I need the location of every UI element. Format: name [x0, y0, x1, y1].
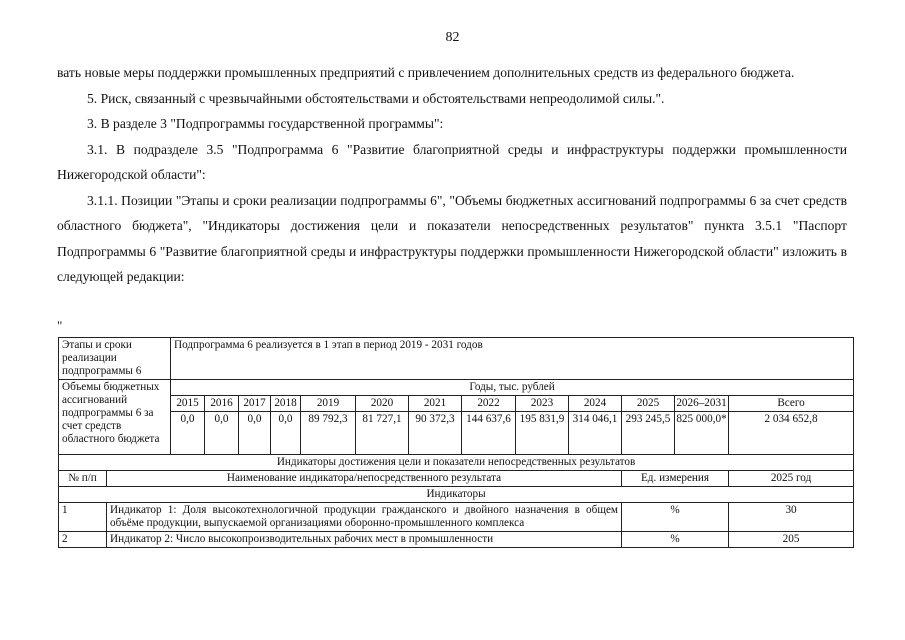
value-cell: 825 000,0* — [675, 412, 729, 455]
year-cell: 2018 — [271, 396, 301, 412]
year-cell: 2016 — [205, 396, 239, 412]
years-header: Годы, тыс. рублей — [171, 380, 854, 396]
table-row — [59, 532, 854, 548]
budget-label: Объемы бюджетных ассигнований подпрограммы 6 за счет средств областного бюджета — [59, 380, 171, 455]
value-cell: 0,0 — [171, 412, 205, 455]
paragraph: 3.1. В подразделе 3.5 "Подпрограмма 6 "Развитие благоприятной среды и инфраструктуры поддержки промышленности Нижегородской области": — [57, 141, 847, 182]
year-cell: 2022 — [462, 396, 516, 412]
value-cell: 89 792,3 — [301, 412, 356, 455]
row-num: 2 — [59, 532, 107, 548]
paragraph: 3. В разделе 3 "Подпрограммы государственной программы": — [87, 116, 444, 131]
row-name: Индикатор 1: Доля высокотехнологичной продукции гражданского и двойного назначения в общем объёме продукции, выпускаемой организациями оборонно-промышленного комплекса — [107, 503, 622, 532]
value-cell: 0,0 — [205, 412, 239, 455]
year-cell: 2023 — [516, 396, 569, 412]
indicators-subtitle-row — [59, 487, 854, 503]
col-year-header: 2025 год — [729, 471, 854, 487]
paragraph: 3.1.1. Позиции "Этапы и сроки реализации подпрограммы 6", "Объемы бюджетных ассигнований подпрограммы 6 за счет средств областного бюджета", "Индикаторы достижения цели и показатели непосредственных результатов" пункта 3.5.1 "Паспорт Подпрограммы 6 "Развитие благоприятной среды и инфраструктуры поддержки промышленности Нижегородской области" изложить в следующей редакции: — [57, 192, 847, 284]
values-row — [59, 412, 854, 455]
value-cell: 314 046,1 — [569, 412, 622, 455]
value-cell: 144 637,6 — [462, 412, 516, 455]
year-cell: 2024 — [569, 396, 622, 412]
value-cell: 195 831,9 — [516, 412, 569, 455]
value-cell: 81 727,1 — [356, 412, 409, 455]
indicators-header-row — [59, 471, 854, 487]
total-header: Всего — [729, 396, 854, 412]
year-cell: 2019 — [301, 396, 356, 412]
col-unit-header: Ед. измерения — [622, 471, 729, 487]
page-number: 82 — [445, 30, 460, 45]
table-row — [59, 503, 854, 532]
value-cell: 90 372,3 — [409, 412, 462, 455]
value-cell: 0,0 — [239, 412, 271, 455]
paragraph: 5. Риск, связанный с чрезвычайными обстоятельствами и обстоятельствами непреодолимой силы.". — [87, 90, 665, 106]
stages-value: Подпрограмма 6 реализуется в 1 этап в период 2019 - 2031 годов — [171, 338, 854, 380]
row-name: Индикатор 2: Число высокопроизводительных рабочих мест в промышленности — [107, 532, 622, 548]
indicators-subtitle: Индикаторы — [59, 487, 854, 503]
paragraph: вать новые меры поддержки промышленных предприятий с привлечением дополнительных средств из федерального бюджета. — [57, 65, 795, 80]
stages-label: Этапы и сроки реализации подпрограммы 6 — [59, 338, 171, 380]
year-cell: 2025 — [622, 396, 675, 412]
year-cell: 2020 — [356, 396, 409, 412]
col-name-header: Наименование индикатора/непосредственного результата — [107, 471, 622, 487]
years-header-row — [59, 380, 854, 396]
total-value: 2 034 652,8 — [729, 412, 854, 455]
indicators-title-row — [59, 455, 854, 471]
row-unit: % — [622, 532, 729, 548]
row-value: 205 — [729, 532, 854, 548]
body-text — [57, 60, 847, 290]
year-cell: 2017 — [239, 396, 271, 412]
value-cell: 0,0 — [271, 412, 301, 455]
year-cell: 2026–2031 — [675, 396, 729, 412]
row-num: 1 — [59, 503, 107, 532]
indicators-title: Индикаторы достижения цели и показатели непосредственных результатов — [59, 455, 854, 471]
row-value: 30 — [729, 503, 854, 532]
opening-quote: " — [57, 318, 63, 333]
passport-table — [58, 337, 854, 548]
year-cell: 2015 — [171, 396, 205, 412]
value-cell: 293 245,5 — [622, 412, 675, 455]
row-unit: % — [622, 503, 729, 532]
year-cell: 2021 — [409, 396, 462, 412]
stages-row — [59, 338, 854, 380]
years-row — [59, 396, 854, 412]
col-num-header: № п/п — [59, 471, 107, 487]
